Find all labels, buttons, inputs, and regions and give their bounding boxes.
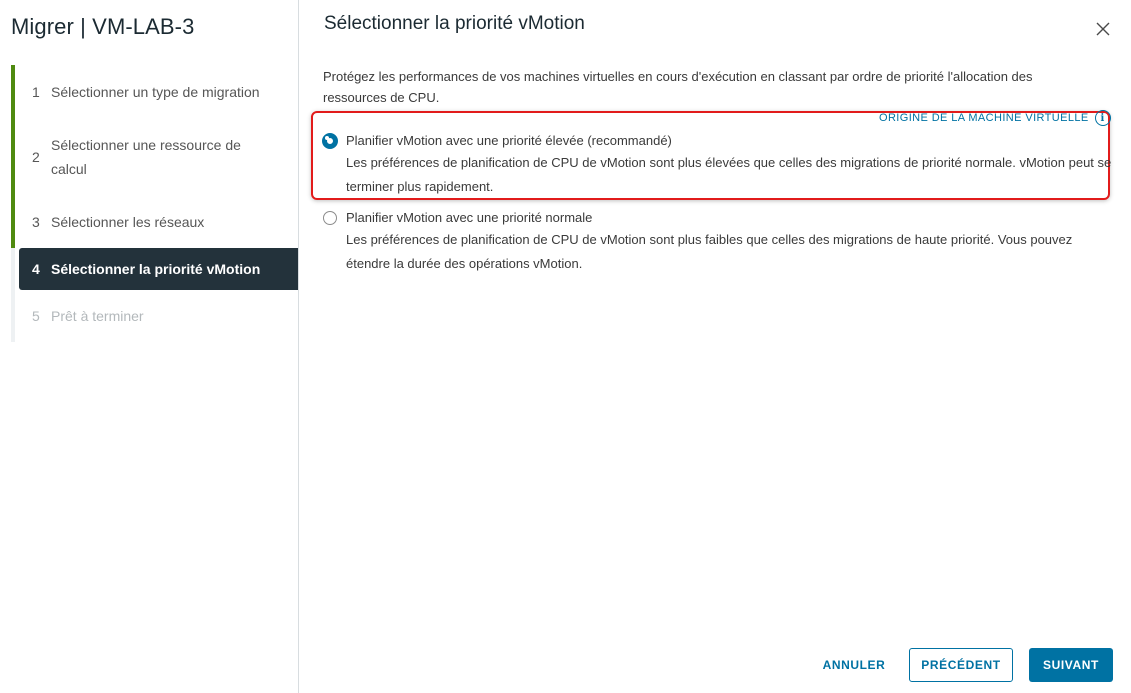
step-select-compute-resource[interactable]: [11, 118, 298, 195]
close-button[interactable]: [1095, 21, 1111, 37]
step-number: 2: [32, 148, 40, 165]
page-title: Sélectionner la priorité vMotion: [324, 13, 585, 34]
step-select-vmotion-priority[interactable]: [19, 248, 298, 290]
intro-text: Protégez les performances de vos machines virtuelles en cours d'exécution en classant par ordre de priorité l'allocation des ressources de CPU.: [323, 69, 1033, 105]
step-label: Sélectionner la priorité vMotion: [51, 261, 261, 277]
step-select-migration-type[interactable]: [11, 65, 298, 118]
step-label: Sélectionner les réseaux: [51, 213, 205, 230]
option-description: Les préférences de planification de CPU de vMotion sont plus élevées que celles des migrations de priorité normale. vMotion peut se terminer plus rapidement.: [346, 155, 1112, 194]
next-button[interactable]: SUIVANT: [1029, 648, 1113, 682]
vm-origin-link[interactable]: [879, 110, 1111, 126]
option-high-priority: [323, 131, 1123, 199]
radio-high-priority[interactable]: [322, 133, 338, 149]
previous-button[interactable]: PRÉCÉDENT: [909, 648, 1013, 682]
wizard-title: Migrer | VM-LAB-3: [11, 14, 195, 39]
step-number: 4: [32, 261, 40, 277]
step-select-networks[interactable]: [11, 195, 298, 248]
step-ready-to-complete: [11, 290, 298, 342]
step-number: 3: [32, 213, 40, 230]
option-label[interactable]: Planifier vMotion avec une priorité élevée (recommandé): [346, 133, 672, 148]
option-description: Les préférences de planification de CPU de vMotion sont plus faibles que celles des migrations de haute priorité. Vous pouvez étendre la durée des opérations vMotion.: [346, 232, 1073, 271]
wizard-sidebar: [0, 0, 299, 693]
step-label: Sélectionner un type de migration: [51, 83, 260, 100]
step-label: Sélectionner une ressource de calcul: [51, 136, 241, 177]
step-number: 1: [32, 83, 40, 100]
vm-origin-label: ORIGINE DE LA MACHINE VIRTUELLE: [879, 112, 1089, 124]
wizard-content: [299, 0, 1131, 693]
step-label: Prêt à terminer: [51, 308, 144, 324]
step-number: 5: [32, 308, 40, 324]
radio-normal-priority[interactable]: [323, 211, 337, 225]
option-normal-priority: [323, 208, 1123, 276]
close-icon: [1095, 21, 1111, 37]
option-label[interactable]: Planifier vMotion avec une priorité normale: [346, 210, 593, 225]
info-icon[interactable]: i: [1095, 110, 1111, 126]
wizard-steps: [11, 65, 298, 342]
cancel-button[interactable]: ANNULER: [822, 658, 886, 672]
